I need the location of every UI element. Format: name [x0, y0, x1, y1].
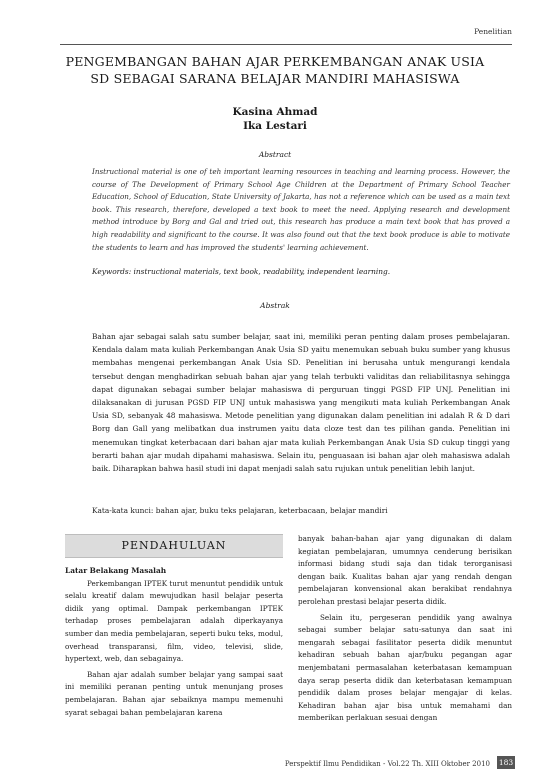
abstract-indonesian: Bahan ajar sebagai salah satu sumber belajar, saat ini, memiliki peran penting dalam proses pembelajaran. Kendala dalam mata kuliah Perkembangan Anak Usia SD yaitu menemukan sebuah buku sumber yang khusus membahas mengenai perkembangan Anak Usia SD. Penelitian ini berusaha untuk mengurangi kendala tersebut dengan menghadirkan sebuah bahan ajar yang telah terbukti validitas dan reliabilitasnya sehingga dapat digunakan sebagai sumber belajar mahasiswa di perguruan tinggi PGSD FIP UNJ. Penelitian ini dilaksanakan di jurusan PGSD FIP UNJ untuk mahasiswa yang mengikuti mata kuliah Perkembangan Anak Usia SD, sebanyak 48 mahasiswa. Metode penelitian yang digunakan dalam penelitian ini adalah R & D dari Borg dan Gall yang melibatkan dua instrumen yaitu data cloze test dan tes pilihan ganda. Penelitian ini menemukan tingkat keterbacaan dari bahan ajar mata kuliah Perkembangan Anak Usia SD cukup tinggi yang berarti bahan ajar mudah dipahami mahasiswa. Selain itu, penguasaan isi bahan ajar oleh mahasiswa adalah baik. Diharapkan bahwa hasil studi ini dapat menjadi salah satu rujukan untuk penelitian lebih lanjut.: [92, 332, 510, 474]
header-rule: [60, 44, 512, 45]
title-line-1: PENGEMBANGAN BAHAN AJAR PERKEMBANGAN ANAK USIA: [65, 54, 485, 69]
right-column: [298, 533, 512, 725]
paper-title: [50, 53, 500, 87]
title-line-2: SD SEBAGAI SARANA BELAJAR MANDIRI MAHASISWA: [90, 71, 460, 86]
subheading: Latar Belakang Masalah: [65, 566, 167, 575]
keywords-indonesian: Kata-kata kunci: bahan ajar, buku teks pelajaran, keterbacaan, belajar mandiri: [92, 506, 388, 515]
author-name: Kasina Ahmad: [232, 106, 318, 118]
abstract-heading: Abstract: [258, 150, 292, 159]
body-paragraph: banyak bahan-bahan ajar yang digunakan di dalam kegiatan pembelajaran, umumnya cenderung berisikan informasi bidang studi saja dan tidak terorganisasi dengan baik. Kualitas bahan ajar yang rendah dengan pembelajaran konvensional akan berakibat rendahnya perolehan prestasi belajar peserta didik.: [298, 534, 512, 606]
body-paragraph: Selain itu, pergeseran pendidik yang awalnya sebagai sumber belajar satu-satunya dan saat ini mengarah sebagai fasilitator peserta didik menuntut kehadiran sebuah bahan ajar/buku pegangan agar menjembatani permasalahan keterbatasan kemampuan daya serap peserta didik dan keterbatasan kemampuan pendidik dalam proses belajar mengajar di kelas. Kehadiran bahan ajar bisa untuk memahami dan memberikan perlakuan sesuai dengan: [298, 612, 512, 723]
body-paragraph: Bahan ajar adalah sumber belajar yang sampai saat ini memiliki peranan penting untuk menunjang proses pembelajaran. Bahan ajar sebaiknya mampu memenuhi syarat sebagai bahan pembelajaran karena: [65, 669, 283, 717]
page-number: 183: [498, 758, 514, 767]
body-paragraph: Perkembangan IPTEK turut menuntut pendidik untuk selalu kreatif dalam mewujudkan hasil belajar peserta didik yang optimal. Dampak perkembangan IPTEK terhadap proses pembelajaran adalah diperkayanya sumber dan media pembelajaran, seperti buku teks, modul, overhead transparansi, film, video, televisi, slide, hypertext, web, dan sebagainya.: [65, 578, 283, 664]
abstrak-heading: Abstrak: [260, 301, 290, 310]
abstract-english: Instructional material is one of teh important learning resources in teaching and learning process. However, the course of The Development of Primary School Age Children at the Department of Primary School Teacher Education, School of Education, State University of Jakarta, has not a reference which can be used as a main text book. This research, therefore, developed a text book to meet the need. Applying research and development method introduce by Borg and Gal and tried out, this research has produce a main text book that has proved a high readability and significant to the course. It was also found out that the text book produce is able to motivate the students to learn and has improved the students' learning achievement.: [92, 167, 510, 252]
keywords-english: Keywords: instructional materials, text book, readability, independent learning.: [92, 267, 391, 276]
section-heading-box: [65, 534, 283, 558]
author-name: Ika Lestari: [243, 120, 307, 132]
author-list: [0, 105, 550, 133]
left-column: [65, 565, 283, 719]
journal-footer: Perspektif Ilmu Pendidikan - Vol.22 Th. XIII Oktober 2010: [284, 760, 490, 768]
section-label: Penelitian: [474, 27, 512, 36]
section-heading: PENDAHULUAN: [121, 539, 227, 552]
